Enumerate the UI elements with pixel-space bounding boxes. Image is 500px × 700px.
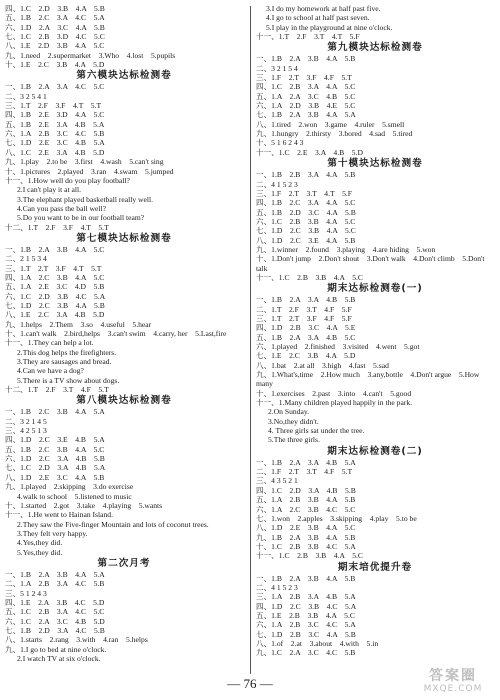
answer-line: 2.This dog helps the firefighters. [17, 347, 117, 357]
section-heading: 第七模块达标检测卷 [76, 232, 172, 244]
answer-line: 3.The elephant played basketball really well. [17, 194, 154, 204]
answer-line: 十、1.exercises 2.past 3.into 4.can't 5.good [256, 388, 412, 398]
answer-line: 七、1.B 2.D 3.A 4.C 5.B [5, 625, 105, 635]
answer-line: 九、1.played 2.skipping 3.do exercise [5, 482, 134, 492]
answer-line: 八、1.D 2.C 3.E 4.A 5.B [256, 235, 356, 245]
answer-line: 七、1.D 2.C 3.B 4.A 5.C [256, 226, 356, 236]
answer-line: 三、1.T 2.T 3.F 4.F 5.F [256, 313, 352, 323]
answer-line: 二、3 2 1 5 4 [256, 63, 298, 73]
watermark-title: 答案圈 [429, 668, 477, 684]
answer-line: 2.On Sunday. [268, 407, 310, 417]
answer-line: 五、1.C 2.B 3.A 4.C 5.C [5, 607, 105, 617]
answer-line: 八、1.D 2.E 3.B 4.A 5.C [256, 523, 356, 533]
answer-line: 五、1.B 2.E 3.A 4.B 5.A [5, 119, 105, 129]
answer-line: 八、1.E 2.C 3.A 4.B 5.D [5, 310, 105, 320]
answer-line: 3.I do my homework at half past five. [266, 4, 381, 13]
answer-line: 八、1.D 2.E 3.C 4.A 5.B [5, 472, 105, 482]
answer-column-left [5, 4, 243, 663]
answer-line: 五、1.B 2.C 3.A 4.C 5.A [5, 13, 105, 23]
answer-line: 五、1.A 2.A 3.C 4.B 5.C [256, 91, 356, 101]
answer-line: 十一、1.C 2.E 3.A 4.B 5.D [256, 147, 363, 157]
answer-line: 十、1.started 2.got 3.take 4.playing 5.wants [5, 500, 163, 510]
answer-line: 一、1.B 2.A 3.A 4.B 5.B [256, 295, 356, 305]
answer-line: 二、4 1 5 2 3 [256, 179, 298, 189]
answer-line: 三、5 1 2 4 3 [5, 588, 47, 598]
answer-line: 七、1.won 2.apples 3.skipping 4.play 5.to be [256, 513, 417, 523]
answer-line: 十一、1.How well do you play football? [5, 175, 130, 185]
answer-line: 七、1.D 2.C 3.B 4.A 5.B [5, 300, 105, 310]
answer-line: 十、5 1 6 2 4 3 [256, 138, 304, 148]
answer-line: 九、1.helps 2.Them 3.so 4.useful 5.hear [5, 319, 152, 329]
answer-line: 六、1.D 2.A 3.C 4.A 5.B [5, 22, 105, 32]
answer-line: 十、1.Don't jump 2.Don't shout 3.Don't walk 4.Don't climb 5.Don't talk [256, 254, 485, 273]
section-heading: 第八模块达标检测卷 [76, 395, 172, 407]
answer-line: 十、1.pictures 2.played 3.ran 4.swam 5.jumped [5, 166, 174, 176]
answer-line: 二、1.A 2.B 3.A 4.C 5.B [5, 579, 105, 589]
answer-line: 一、1.B 2.A 3.B 4.A 5.C [5, 244, 105, 254]
answer-line: 五、1.B 2.A 3.A 4.B 5.C [256, 332, 356, 342]
answer-line: 三、4 3 5 2 1 [256, 476, 298, 486]
watermark-url: MXQE.COM [423, 684, 483, 694]
section-heading: 第十模块达标检测卷 [327, 158, 423, 170]
answer-line: 七、1.B 2.A 3.B 4.A 5.A [256, 110, 356, 120]
answer-line: 七、1.C 2.B 3.D 4.C 5.C [5, 32, 105, 42]
answer-line: 六、1.A 2.B 3.C 4.C 5.B [5, 129, 105, 139]
answer-line: 三、1.F 2.T 3.F 4.F 5.T [256, 73, 352, 83]
answer-line: 5.The three girls. [268, 435, 320, 445]
answer-line: 九、1.C 2.A 3.C 4.C 5.B [256, 648, 356, 658]
answer-line: 五、1.B 2.D 3.C 4.A 5.B [256, 207, 356, 217]
answer-line: 六、1.D 2.C 3.A 4.B 5.B [5, 454, 105, 464]
section-heading: 期末培优提升卷 [337, 561, 413, 573]
answer-line: 七、1.C 2.D 3.A 4.B 5.A [5, 463, 106, 473]
answer-line: 二、1.F 2.T 3.T 4.F 5.T [256, 467, 353, 477]
answer-line: 一、1.B 2.A 3.B 4.A 5.B [256, 573, 356, 583]
answer-line: 八、1.tired 2.won 3.game 4.ruler 5.smell [256, 119, 405, 129]
answer-line: 3.They are sausages and bread. [17, 357, 112, 367]
answer-line: 四、1.E 2.A 3.B 4.C 5.D [5, 597, 105, 607]
answer-line: 一、1.B 2.A 3.B 4.A 5.A [5, 569, 105, 579]
answer-line: 4.Can we have a dog? [17, 366, 84, 376]
answer-line: 四、1.C 2.D 3.A 4.B 5.B [256, 485, 356, 495]
answer-line: 4.Can you pass the ball well? [17, 203, 106, 213]
answer-line: 六、1.A 2.B 3.C 4.C 5.A [256, 620, 356, 630]
answer-line: 十二、1.T 2.F 3.T 4.F 5.T [5, 385, 109, 395]
answer-line: 4.walk to school 5.listened to music [17, 491, 132, 501]
answer-line: 九、1.winner 2.found 3.playing 4.are hiding 5.won [256, 244, 436, 254]
answer-line: 八、1.E 2.D 3.B 4.A 5.C [5, 41, 105, 51]
section-heading: 第二次月考 [97, 557, 151, 569]
answer-line: 5.Yes,they did. [17, 547, 63, 557]
answer-line: 四、1.D 2.B 3.C 4.A 5.E [256, 323, 356, 333]
answer-line: 十、1.E 2.C 3.B 4.A 5.D [5, 60, 105, 70]
answer-line: 八、1.C 2.E 3.A 4.B 5.D [5, 147, 105, 157]
answer-line: 五、1.E 2.B 3.B 4.A 5.C [256, 610, 355, 620]
answer-line: 四、1.C 2.B 3.A 4.A 5.C [256, 82, 356, 92]
answer-line: 4.I go to school at half past seven. [266, 13, 370, 23]
section-heading: 期末达标检测卷(二) [327, 445, 423, 457]
answer-line: 九、1.need 2.supermarket 3.Who 4.lost 5.pupils [5, 50, 176, 60]
answer-line: 2.I watch TV at six o'clock. [17, 654, 101, 663]
answer-column-right [256, 4, 494, 658]
answer-line: 八、1.of 2.at 3.about 4.with 5.in [256, 638, 379, 648]
answer-line: 2.I can't play it at all. [17, 185, 81, 195]
answer-line: 五、1.B 2.C 3.B 4.A 5.C [5, 444, 105, 454]
answer-line: 四、1.B 2.C 3.A 4.A 5.C [256, 198, 356, 208]
answer-line: 九、1.What's,time 2.How much 3.any,bottle 4.Don't argue 5.How many [256, 370, 480, 389]
answer-line: 七、1.D 2.B 3.C 4.A 5.B [256, 629, 356, 639]
answer-line: 十一、1.T 2.F 3.T 4.T 5.F [256, 32, 360, 42]
answer-line: 一、1.B 2.A 3.B 4.A 5.B [256, 54, 356, 64]
answer-line: 九、1.hungry 2.thirsty 3.bored 4.sad 5.tired [256, 129, 413, 139]
answer-line: 六、1.A 2.C 3.B 4.C 5.C [256, 504, 356, 514]
answer-line: 六、1.played 2.finished 3.visited 4.went 5.got [256, 342, 420, 351]
answer-line: 十二、1.T 2.F 3.F 4.T 5.T [5, 222, 109, 232]
answer-line: 4.Yes,they did. [17, 538, 63, 548]
answer-line: 一、1.B 2.A 3.A 4.C 5.C [5, 82, 105, 92]
answer-line: 二、1.T 2.F 3.T 4.F 5.F [256, 304, 352, 314]
answer-line: 八、1.starts 2.rang 3.with 4.ran 5.helps [5, 635, 148, 645]
answer-line: 2.They saw the Five-finger Mountain and lots of coconut trees. [17, 519, 209, 529]
answer-line: 五、1.A 2.E 3.C 4.D 5.B [5, 282, 105, 292]
answer-line: 四、1.D 2.C 3.B 4.C 5.A [256, 601, 357, 611]
answer-line: 3.They felt very happy. [17, 528, 88, 538]
answer-line: 二、4 1 5 2 3 [256, 582, 298, 592]
answer-line: 5.Do you want to be in our football team? [17, 213, 145, 223]
column-divider [250, 6, 251, 674]
answer-line: 二、3 2 5 4 1 [5, 91, 47, 101]
answer-line: 一、1.B 2.B 3.A 4.A 5.B [256, 170, 356, 180]
answer-line: 七、1.E 2.C 3.B 4.A 5.D [256, 351, 356, 361]
answer-line: 5.There is a TV show about dogs. [17, 375, 120, 385]
answer-line: 三、1.T 2.F 3.F 4.T 5.T [5, 101, 102, 111]
answer-line: 四、1.A 2.C 3.B 4.A 5.C [5, 272, 105, 282]
answer-line: 十一、1.C 2.B 3.B 4.A 5.C [256, 272, 363, 282]
answer-line: 十一、1.Many children played happily in the park. [256, 398, 413, 408]
answer-line: 十一、1.He went to Hainan Island. [5, 510, 113, 520]
answer-line: 四、1.D 2.C 3.E 4.B 5.A [5, 435, 105, 445]
answer-line: 九、1.play 2.to be 3.first 4.wash 5.can't sing [5, 157, 164, 167]
answer-line: 十、1.C 2.B 3.B 4.C 5.A [256, 541, 356, 551]
answer-line: 3.No,they didn't. [268, 416, 319, 426]
answer-line: 十一、1.They can help a lot. [5, 338, 94, 348]
answer-line: 七、1.D 2.E 3.C 4.B 5.A [5, 138, 105, 148]
answer-line: 二、2 1 5 3 4 [5, 254, 47, 264]
watermark-logo [412, 668, 494, 698]
answer-line: 三、1.F 2.T 3.T 4.T 5.F [256, 188, 352, 198]
section-heading: 第六模块达标检测卷 [76, 70, 172, 82]
answer-line: 一、1.B 2.A 3.A 4.B 5.A [256, 457, 356, 467]
answer-line: 三、4 2 5 1 3 [5, 426, 47, 436]
answer-line: 十、1.can't walk 2.bird,helps 3.can't swim 4.carry, her 5.Last,fire [5, 329, 227, 338]
answer-line: 5.I play in the playground at nine o'clock. [266, 22, 393, 32]
answer-line: 三、1.A 2.B 3.A 4.B 5.A [256, 592, 356, 602]
answer-line: 一、1.B 2.C 3.B 4.A 5.A [5, 407, 105, 417]
answer-line: 十一、1.C 2.B 3.B 4.A 5.C [256, 551, 363, 561]
section-heading: 第九模块达标检测卷 [327, 42, 423, 54]
answer-line: 六、1.A 2.D 3.B 4.E 5.C [256, 101, 356, 111]
answer-line: 六、1.C 2.A 3.C 4.B 5.D [5, 616, 105, 626]
answer-line: 三、1.T 2.T 3.F 4.T 5.T [5, 263, 102, 273]
answer-line: 四、1.B 2.E 3.D 4.A 5.C [5, 110, 105, 120]
answer-line: 五、1.A 2.B 3.B 4.A 5.B [256, 495, 356, 505]
answer-line: 4. Three girls sat under the tree. [268, 426, 365, 436]
answer-line: 九、1.I go to bed at nine o'clock. [5, 644, 107, 654]
section-heading: 期末达标检测卷(一) [327, 283, 423, 295]
answer-line: 八、1.bat 2.at all 3.high 4.fast 5.sad [256, 360, 389, 370]
answer-line: 二、3 2 1 4 5 [5, 416, 47, 426]
page-number: — 76 — [227, 676, 273, 691]
answer-line: 六、1.C 2.D 3.B 4.C 5.A [5, 291, 106, 301]
answer-line: 九、1.B 2.A 3.B 4.A 5.B [256, 532, 356, 542]
answer-line: 四、1.C 2.D 3.B 4.A 5.B [5, 4, 105, 13]
answer-line: 六、1.C 2.B 3.B 4.A 5.C [256, 216, 356, 226]
